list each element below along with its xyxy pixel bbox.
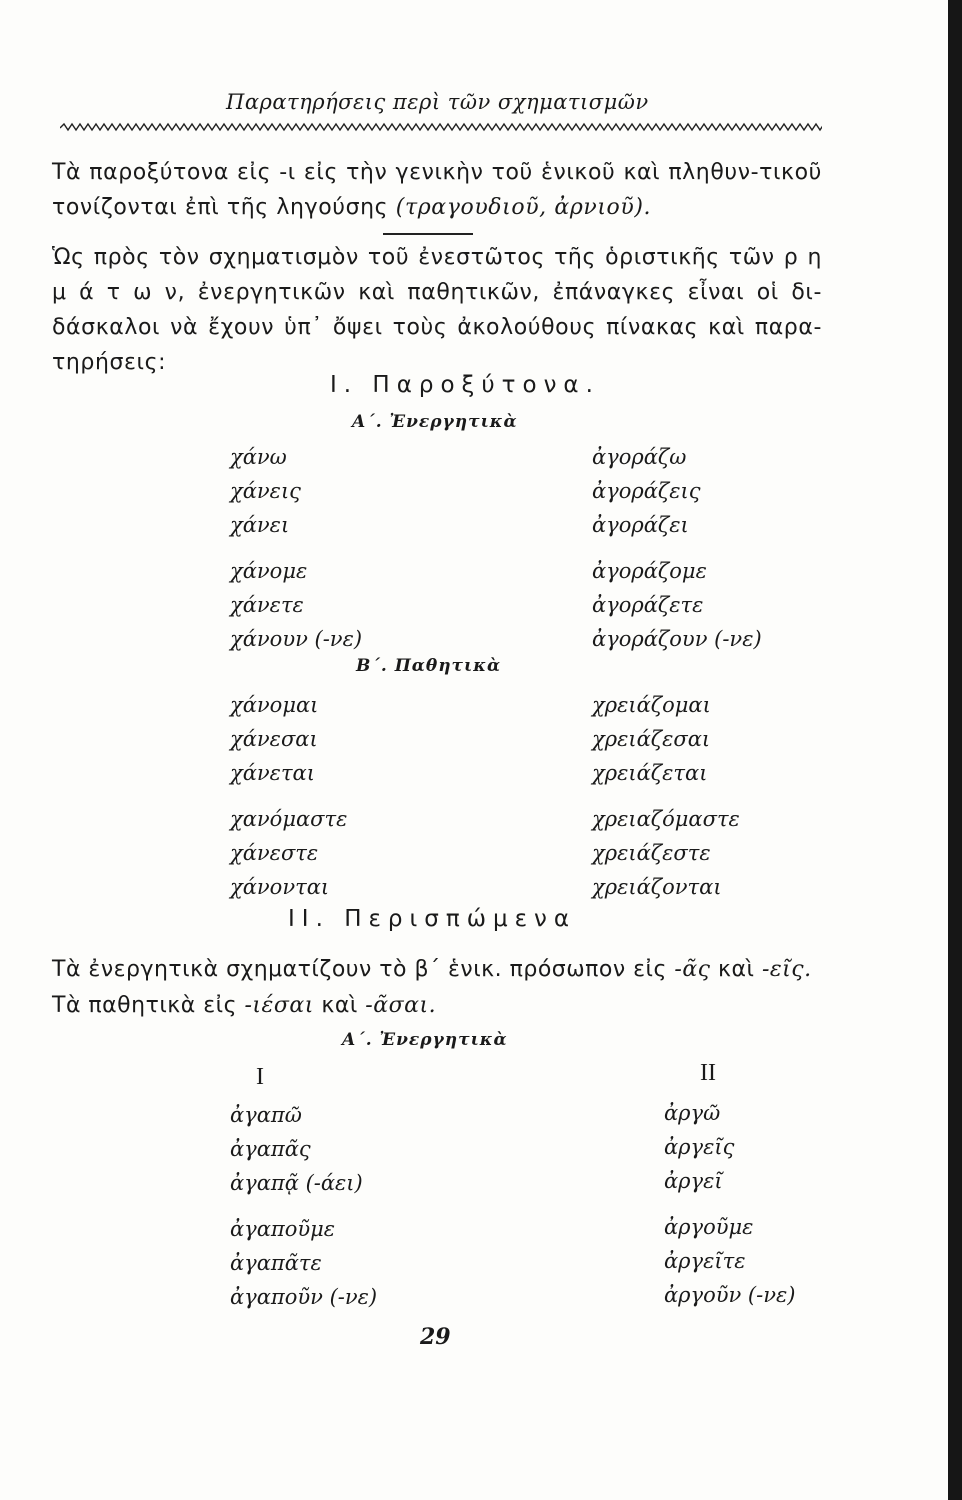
column-heading-2: ΙΙ [700, 1060, 716, 1086]
passive-right-column [592, 688, 740, 904]
verb-form: ἀγαποῦμε [230, 1217, 336, 1241]
verb-form: ἀγοράζει [592, 513, 689, 537]
verb-form: ἀργεῖς [664, 1135, 735, 1159]
section-2-title: ΙΙ. Περισπώμενα [288, 906, 577, 932]
page-number: 29 [420, 1324, 451, 1350]
verb-form: ἀγοράζουν (-νε) [592, 627, 762, 651]
verb-form: χάνουν (-νε) [230, 627, 363, 651]
section-1-active-label: Α΄. Ἐνεργητικὰ [352, 412, 518, 432]
verb-form: ἀγοράζομε [592, 559, 707, 583]
paragraph-genitive-example: (τραγουδιοῦ, ἀρνιοῦ). [395, 195, 652, 220]
verb-form: ἀγοράζετε [592, 593, 704, 617]
verb-form: ἀργῶ [664, 1101, 721, 1125]
passive-left-column [230, 688, 347, 904]
verb-form: ἀργοῦμε [664, 1215, 754, 1239]
perispomena-column-2 [664, 1096, 795, 1312]
ending: -ᾶς [674, 957, 711, 982]
verb-form: χρειάζεστε [592, 841, 711, 865]
verb-form: ἀργεῖ [664, 1169, 723, 1193]
verb-form: ἀγοράζω [592, 445, 687, 469]
verb-form: ἀγαπῶ [230, 1103, 302, 1127]
verb-form: χρειαζόμαστε [592, 807, 740, 831]
verb-form: χάνονται [230, 875, 330, 899]
verb-form: ἀγαποῦν (-νε) [230, 1285, 378, 1309]
perispomena-text: Τὰ ἐνεργητικὰ σχηματίζουν τὸ β΄ ἑνικ. πρόσωπον εἰς [52, 957, 667, 982]
verb-form: ἀγαπᾷ (-άει) [230, 1171, 363, 1195]
section-rule [383, 233, 473, 235]
verb-form: χρειάζονται [592, 875, 722, 899]
verb-form: ἀγαπᾶς [230, 1137, 311, 1161]
verb-form: χανόμαστε [230, 807, 348, 831]
active-right-column [592, 440, 762, 656]
verb-form: χάνεις [230, 479, 301, 503]
verb-form: ἀγαπᾶτε [230, 1251, 322, 1275]
section-2-active-label: Α΄. Ἐνεργητικὰ [342, 1030, 508, 1050]
perispomena-text: καὶ [718, 957, 755, 982]
ending: -ᾶσαι. [365, 993, 437, 1018]
verb-form: χάνεστε [230, 841, 319, 865]
verb-form: χάνω [230, 445, 287, 469]
paragraph-present-tense: Ὡς πρὸς τὸν σχηματισμὸν τοῦ ἐνεστῶτος τῆς ὁριστικῆς τῶν ρ η μ ά τ ω ν, ἐνεργητικῶν καὶ παθητικῶν, ἐπάναγκες εἶναι οἱ δι-δάσκαλοι νὰ ἔχουν ὑπ᾿ ὄψει τοὺς ἀκολούθους πίνακας καὶ παρα-τηρήσεις: [52, 245, 822, 375]
ending: -ιέσαι [244, 993, 314, 1018]
perispomena-text: Τὰ παθητικὰ εἰς [52, 993, 237, 1018]
verb-form: χάνει [230, 513, 290, 537]
verb-form: χρειάζεσαι [592, 727, 711, 751]
section-1-passive-label: Β΄. Παθητικὰ [356, 656, 502, 676]
section-1-title: Ι. Παροξύτονα. [330, 372, 600, 398]
active-left-column [230, 440, 362, 656]
verb-form: χάνεσαι [230, 727, 318, 751]
wavy-divider [60, 121, 822, 135]
paragraph-genitive [52, 155, 822, 225]
perispomena-column-1 [230, 1098, 377, 1314]
paragraph-perispomena [52, 952, 822, 1024]
verb-form: ἀργεῖτε [664, 1249, 746, 1273]
paragraph-genitive-text: Τὰ παροξύτονα εἰς -ι εἰς τὴν γενικὴν τοῦ ἑνικοῦ καὶ πληθυν-τικοῦ τονίζονται ἐπὶ τῆς ληγούσης [52, 160, 822, 220]
verb-form: χάνομαι [230, 693, 319, 717]
verb-form: χάνομε [230, 559, 308, 583]
verb-form: ἀγοράζεις [592, 479, 701, 503]
perispomena-text: καὶ [321, 993, 358, 1018]
ending: -εῖς. [761, 957, 812, 982]
verb-form: χρειάζομαι [592, 693, 711, 717]
verb-form: ἀργοῦν (-νε) [664, 1283, 796, 1307]
verb-form: χάνεται [230, 761, 315, 785]
running-header: Παρατηρήσεις περὶ τῶν σχηματισμῶν [226, 90, 649, 114]
verb-form: χάνετε [230, 593, 304, 617]
column-heading-1: Ι [256, 1064, 264, 1090]
verb-form: χρειάζεται [592, 761, 708, 785]
